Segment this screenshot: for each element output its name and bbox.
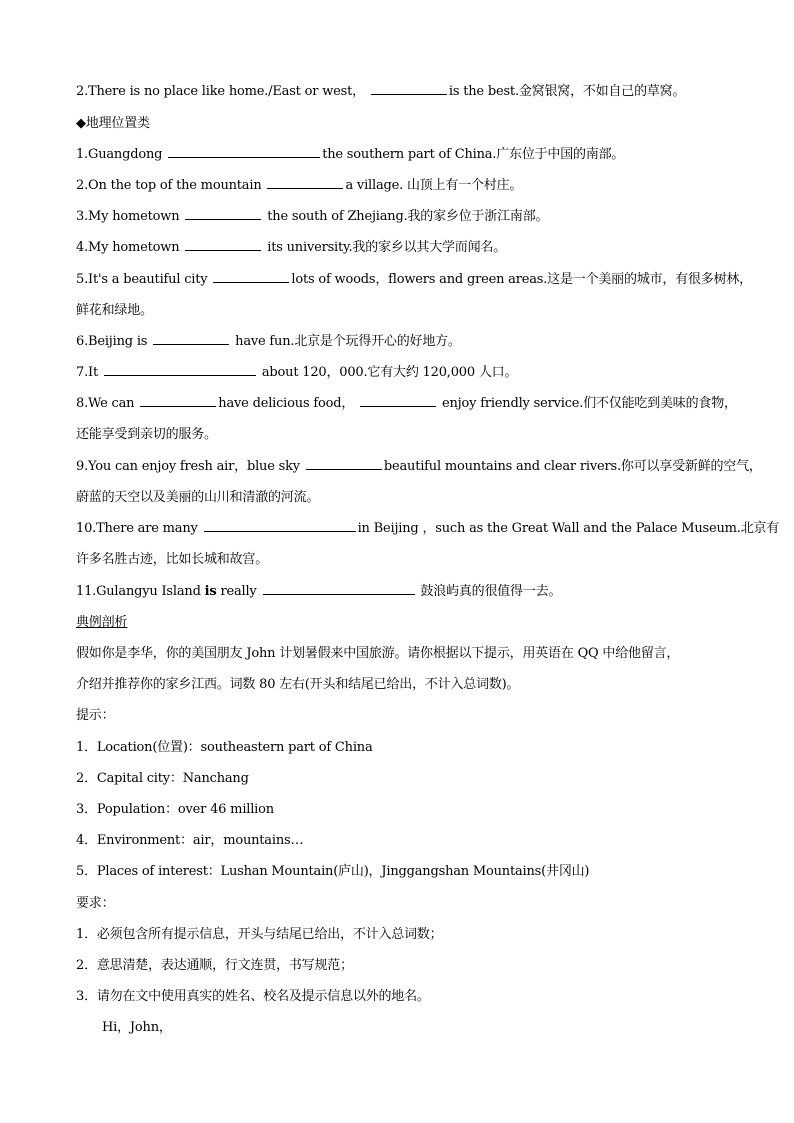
text: 11.Gulangyu Island (76, 584, 201, 599)
text: about 120，000.它有大约 120,000 人口。 (261, 365, 518, 380)
text: 5.It's a beautiful city (76, 272, 208, 287)
answer-blank[interactable] (267, 176, 343, 189)
geo-sentence-9-cont: 蔚蓝的天空以及美丽的山川和清澈的河流。 (76, 490, 320, 505)
text: 9.You can enjoy fresh air，blue sky (76, 459, 300, 474)
answer-blank[interactable] (140, 394, 216, 407)
hint-5: 5．Places of interest：Lushan Mountain(庐山)，Jinggangshan Mountains(井冈山) (76, 864, 590, 879)
letter-greeting: Hi，John， (102, 1020, 172, 1035)
requirement-2: 2．意思清楚，表达通顺，行文连贯，书写规范； (76, 958, 353, 973)
text: the southern part of China.广东位于中国的南部。 (322, 147, 625, 162)
geo-sentence-7 (76, 363, 724, 383)
requirement-3: 3．请勿在文中使用真实的姓名、校名及提示信息以外的地名。 (76, 989, 430, 1004)
answer-blank[interactable] (263, 582, 415, 595)
geo-sentence-3 (76, 207, 724, 227)
answer-blank[interactable] (104, 363, 256, 376)
text: is (204, 584, 217, 599)
geo-sentence-1 (76, 145, 724, 165)
hint-4: 4．Environment：air，mountains… (76, 833, 304, 848)
hint-title: 提示： (76, 708, 115, 723)
text: 2.On the top of the mountain (76, 178, 262, 193)
text: have delicious food， (218, 396, 355, 411)
geo-sentence-8-cont: 还能享受到亲切的服务。 (76, 427, 217, 442)
geo-sentence-5-cont: 鲜花和绿地。 (76, 303, 153, 318)
text: 1.Guangdong (76, 147, 163, 162)
requirements-title: 要求： (76, 896, 115, 911)
sentence-2 (76, 82, 724, 102)
text: 鼓浪屿真的很值得一去。 (420, 584, 562, 599)
hint-2: 2．Capital city：Nanchang (76, 771, 249, 786)
answer-blank[interactable] (360, 394, 436, 407)
requirement-1: 1．必须包含所有提示信息，开头与结尾已给出，不计入总词数； (76, 927, 443, 942)
answer-blank[interactable] (168, 145, 320, 158)
text: enjoy friendly service.们不仅能吃到美味的食物， (442, 396, 737, 411)
answer-blank[interactable] (213, 270, 289, 283)
geo-sentence-10 (76, 519, 780, 539)
text: a village. 山顶上有一个村庄。 (345, 178, 523, 193)
text: the south of Zhejiang.我的家乡位于浙江南部。 (267, 209, 549, 224)
answer-blank[interactable] (371, 82, 447, 95)
geo-sentence-4 (76, 238, 724, 258)
text: 4.My hometown (76, 240, 180, 255)
text: 10.There are many (76, 521, 198, 536)
hint-1: 1．Location(位置)：southeastern part of China (76, 740, 373, 755)
text: really (220, 584, 257, 599)
text: is the best.金窝银窝，不如自己的草窝。 (448, 84, 686, 99)
text: its university.我的家乡以其大学而闻名。 (267, 240, 506, 255)
geo-sentence-2 (76, 176, 724, 196)
geo-sentence-9 (76, 457, 762, 477)
geo-sentence-6 (76, 332, 724, 352)
text: lots of woods，flowers and green areas.这是一个美丽的城市，有很多树林， (291, 272, 752, 287)
geo-sentence-11 (76, 582, 724, 602)
section-heading-geography: ◆地理位置类 (76, 116, 150, 131)
text: 2.There is no place like home./East or west， (76, 84, 365, 99)
text: 3.My hometown (76, 209, 180, 224)
task-line-1: 假如你是李华，你的美国朋友 John 计划暑假来中国旅游。请你根据以下提示，用英语在 QQ 中给他留言， (76, 646, 680, 661)
answer-blank[interactable] (204, 519, 356, 532)
geo-sentence-8 (76, 394, 737, 414)
text: 7.It (76, 365, 98, 380)
text: have fun.北京是个玩得开心的好地方。 (235, 334, 461, 349)
example-analysis-title: 典例剖析 (76, 615, 128, 630)
text: 8.We can (76, 396, 135, 411)
answer-blank[interactable] (306, 457, 382, 470)
answer-blank[interactable] (153, 332, 229, 345)
geo-sentence-5 (76, 270, 752, 290)
answer-blank[interactable] (185, 207, 261, 220)
answer-blank[interactable] (185, 238, 261, 251)
text: 6.Beijing is (76, 334, 148, 349)
geo-sentence-10-cont: 许多名胜古迹，比如长城和故宫。 (76, 552, 269, 567)
text: in Beijing ，such as the Great Wall and the Palace Museum.北京有 (357, 521, 780, 536)
hint-3: 3．Population：over 46 million (76, 802, 274, 817)
task-line-2: 介绍并推荐你的家乡江西。词数 80 左右(开头和结尾已给出，不计入总词数)。 (76, 677, 520, 692)
text: beautiful mountains and clear rivers.你可以享受新鲜的空气， (383, 459, 762, 474)
